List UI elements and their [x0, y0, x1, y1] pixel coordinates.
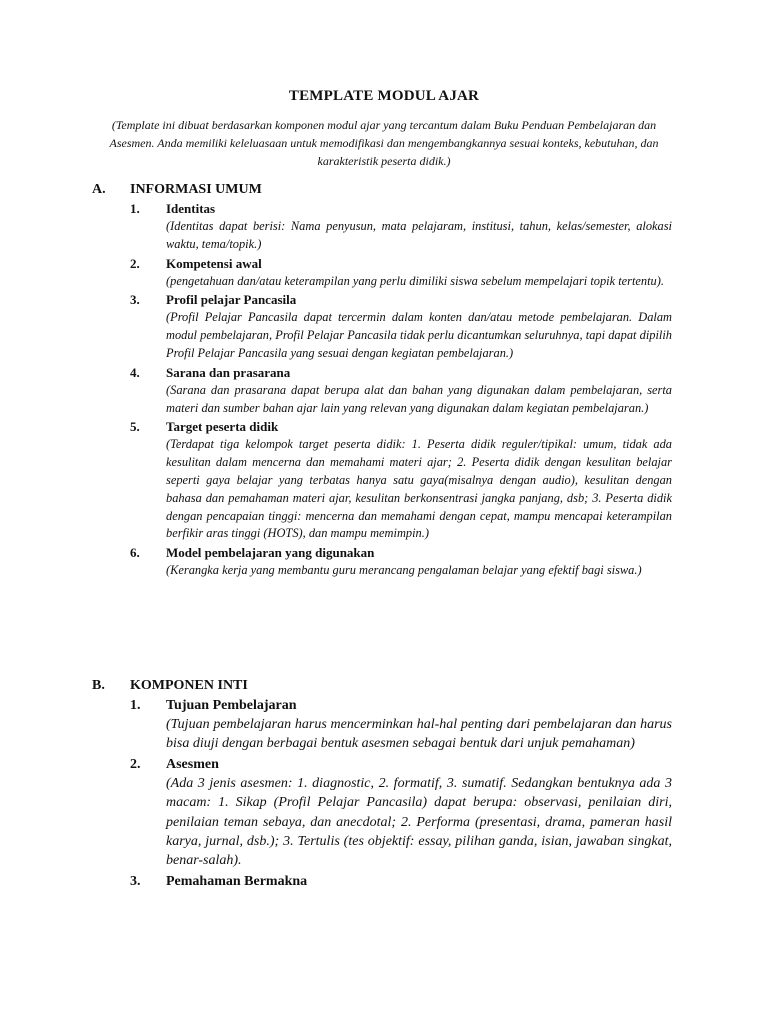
section-heading — [92, 676, 682, 695]
item-description: (Identitas dapat berisi: Nama penyusun, mata pelajaram, institusi, tahun, kelas/semester, alokasi waktu, tema/topik.) — [166, 219, 672, 251]
list-item-identitas — [92, 200, 682, 254]
document-title: TEMPLATE MODUL AJAR — [288, 88, 480, 104]
section-heading — [92, 180, 682, 199]
section-informasi-umum — [92, 180, 682, 580]
item-title: Identitas — [166, 201, 216, 216]
item-description: (Profil Pelajar Pancasila dapat tercermin dalam konten dan/atau metode pembelajaran. Dalam modul pembelajaran, Profil Pelajar Pancasila tidak perlu dicantumkan seluruhnya, tapi dapat dipilih Profil Pelajar Pancasila yang sesuai dengan kegiatan pembelajaran.) — [166, 310, 672, 360]
item-description: (Kerangka kerja yang membantu guru merancang pengalaman belajar yang efektif bagi siswa.) — [166, 563, 642, 578]
section-letter: B. — [92, 678, 105, 693]
list-item-target-peserta-didik — [92, 418, 682, 543]
item-number: 1. — [130, 201, 140, 216]
item-title: Model pembelajaran yang digunakan — [166, 545, 375, 561]
item-title: Tujuan Pembelajaran — [166, 698, 297, 713]
item-description: (Ada 3 jenis asesmen: 1. diagnostic, 2. formatif, 3. sumatif. Sedangkan bentuknya ada 3 macam: 1. Sikap (Profil Pelajar Pancasila) dapat berupa: observasi, penilaian diri, penilaian teman sebaya, dan anecdotal; 2. Performa (presentasi, drama, pameran hasil karya, jurnal, dsb.); 3. Tertulis (tes objektif: essay, pilihan ganda, isian, jawaban singkat, benar-salah). — [166, 775, 672, 869]
item-title: Profil pelajar Pancasila — [166, 292, 297, 308]
item-description: (Terdapat tiga kelompok target peserta didik: 1. Peserta didik reguler/tipikal: umum, tidak ada kesulitan dalam mencerna dan memahami materi ajar; 2. Peserta didik dengan kesulitan belajar seperti gaya belajar yang terbatas hanya satu gaya(misalnya dengan audio), kesulitan dengan bahasa dan pemahaman materi ajar, kesulitan berkonsentrasi jangka panjang, dsb; 3. Peserta didik dengan pencapaian tinggi: mencerna dan memahami dengan cepat, mampu mencapai keterampilan berfikir aras tinggi (HOTS), dan mampu memimpin.) — [166, 437, 672, 541]
section-title: INFORMASI UMUM — [130, 182, 262, 197]
item-number: 1. — [130, 698, 141, 713]
list-item-kompetensi-awal — [92, 255, 682, 291]
item-description: (Tujuan pembelajaran harus mencerminkan hal-hal penting dari pembelajaran dan harus bisa diuji dengan berbagai bentuk asesmen sebagai bentuk dari unjuk pemahaman) — [166, 717, 672, 752]
item-number: 6. — [130, 545, 140, 561]
item-number: 2. — [130, 756, 141, 772]
item-number: 3. — [130, 873, 141, 889]
template-note: (Template ini dibuat berdasarkan komponen modul ajar yang tercantum dalam Buku Penduan Pembelajaran dan Asesmen. Anda memiliki keleluasaan untuk memodifikasi dan mengembangkannya sesuai konteks, kebutuhan, dan karakteristik peserta didik.) — [109, 118, 659, 168]
item-title: Asesmen — [166, 756, 219, 772]
item-description: (pengetahuan dan/atau keterampilan yang perlu dimiliki siswa sebelum mempelajari topik tertentu). — [166, 273, 664, 288]
list-item-model-pembelajaran — [92, 544, 682, 580]
item-description: (Sarana dan prasarana dapat berupa alat dan bahan yang digunakan dalam pembelajaran, serta materi dan sumber bahan ajar lain yang relevan yang digunakan dalam kegiatan pembelajaran.) — [166, 382, 672, 415]
item-number: 3. — [130, 292, 140, 308]
item-title: Pemahaman Bermakna — [166, 873, 308, 889]
item-number: 4. — [130, 364, 140, 380]
section-letter: A. — [92, 182, 106, 197]
item-title: Sarana dan prasarana — [166, 364, 291, 380]
list-item-profil-pelajar-pancasila — [92, 291, 682, 362]
item-number: 5. — [130, 419, 140, 435]
section-title: KOMPONEN INTI — [130, 678, 248, 693]
item-title: Target peserta didik — [166, 419, 279, 435]
list-item-tujuan-pembelajaran — [92, 696, 682, 754]
section-komponen-inti — [92, 676, 682, 891]
list-item-sarana-prasarana — [92, 364, 682, 418]
list-item-asesmen — [92, 755, 682, 871]
item-title: Kompetensi awal — [166, 255, 262, 271]
list-item-pemahaman-bermakna — [92, 872, 682, 891]
item-number: 2. — [130, 255, 140, 271]
